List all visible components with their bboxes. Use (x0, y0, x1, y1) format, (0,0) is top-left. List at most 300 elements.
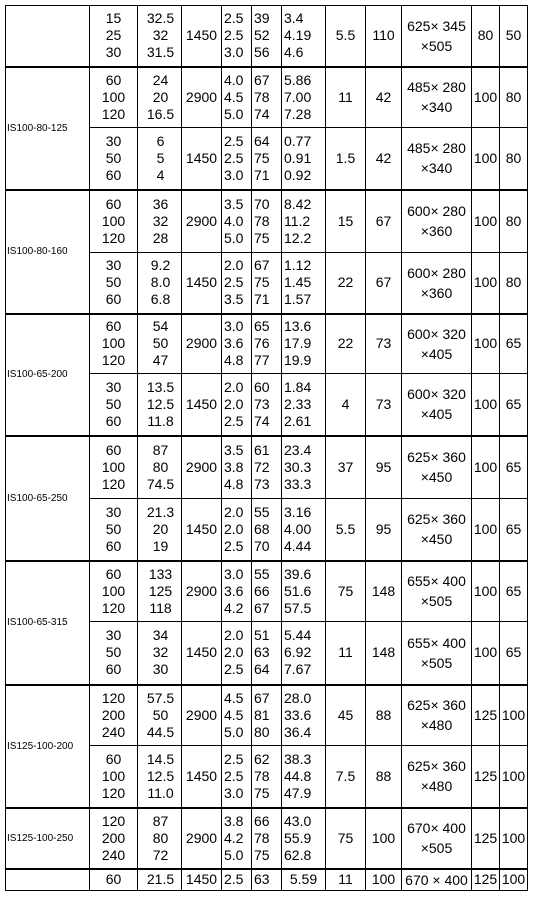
dimension-cell: 655× 400 ×505 (402, 561, 472, 622)
efficiency-cell-value: 78 (254, 829, 270, 846)
shaft-power-cell-value: 2.61 (284, 412, 312, 429)
flow-cell-value: 120 (101, 352, 126, 369)
dimension-cell: 485× 280 ×340 (402, 128, 472, 190)
speed-cell: 1450 (182, 746, 222, 808)
head-cell-value: 133 (148, 565, 173, 582)
flow-cell-value: 15 (105, 10, 122, 27)
motor-power-cell: 5.5 (326, 499, 366, 561)
npsh-cell-value: 5.0 (224, 105, 244, 122)
flow-cell (90, 67, 138, 128)
pump-model: IS100-80-125 (6, 67, 90, 190)
flow-cell (90, 436, 138, 499)
npsh-cell-value: 2.5 (224, 661, 244, 678)
efficiency-cell-value: 55 (254, 565, 270, 582)
shaft-power-cell-value: 36.4 (284, 723, 312, 740)
npsh-cell-value: 2.0 (224, 627, 244, 644)
npsh-cell-value: 3.0 (224, 44, 244, 61)
weight-cell: 67 (366, 190, 402, 253)
efficiency-cell (252, 128, 282, 190)
flow-cell (90, 374, 138, 436)
dimension-cell: 655× 400 ×505 (402, 622, 472, 685)
shaft-power-cell (282, 436, 326, 499)
npsh-cell (222, 128, 252, 190)
head-cell-value: 36 (152, 195, 169, 212)
table-row (6, 869, 528, 891)
flow-cell (90, 808, 138, 869)
shaft-power-cell-value: 33.6 (284, 706, 312, 723)
npsh-cell-value: 2.0 (224, 503, 244, 520)
shaft-power-cell-value: 38.3 (284, 750, 312, 767)
flow-cell-value: 30 (105, 44, 122, 61)
flow-cell (90, 6, 138, 67)
head-cell-value: 50 (152, 335, 169, 352)
head-cell-value: 54 (152, 318, 169, 335)
head-cell (138, 253, 182, 314)
motor-power-cell: 11 (326, 622, 366, 685)
speed-cell: 2900 (182, 808, 222, 869)
flow-cell-value: 30 (105, 627, 122, 644)
motor-power-cell: 22 (326, 314, 366, 374)
head-cell-value: 19 (152, 537, 169, 554)
shaft-power-cell-value: 51.6 (284, 582, 312, 599)
weight-cell: 95 (366, 499, 402, 561)
flow-cell-value: 120 (101, 784, 126, 801)
shaft-power-cell-value: 19.9 (284, 352, 312, 369)
head-cell-value: 32 (152, 644, 169, 661)
flow-cell-value: 120 (101, 475, 126, 492)
efficiency-cell-value: 51 (254, 627, 270, 644)
efficiency-cell-value: 75 (254, 149, 270, 166)
head-cell (138, 685, 182, 746)
head-cell (138, 6, 182, 67)
speed-cell: 1450 (182, 499, 222, 561)
motor-power-cell: 1.5 (326, 128, 366, 190)
npsh-cell-value: 3.0 (224, 166, 244, 183)
npsh-cell-value: 2.5 (224, 767, 244, 784)
motor-power-cell: 5.5 (326, 6, 366, 67)
head-cell-value: 87 (152, 441, 169, 458)
efficiency-cell (252, 561, 282, 622)
npsh-cell (222, 499, 252, 561)
flow-cell-value: 100 (101, 335, 126, 352)
npsh-cell-value: 3.0 (224, 784, 244, 801)
head-cell-value: 11.0 (147, 784, 174, 801)
efficiency-cell-value: 64 (254, 661, 270, 678)
efficiency-cell-value: 81 (254, 706, 270, 723)
head-cell-value: 4 (156, 166, 165, 183)
flow-cell-value: 240 (101, 723, 126, 740)
outlet-cell: 100 (500, 808, 528, 869)
efficiency-cell-value: 55 (254, 503, 270, 520)
speed-cell: 1450 (182, 622, 222, 685)
flow-cell-value: 60 (105, 537, 122, 554)
flow-cell (90, 314, 138, 374)
head-cell-value: 9.2 (150, 257, 171, 274)
inlet-cell: 125 (472, 869, 500, 891)
flow-cell-value: 200 (101, 829, 126, 846)
efficiency-cell-value: 73 (254, 395, 270, 412)
flow-cell-value: 100 (101, 458, 126, 475)
head-cell (138, 746, 182, 808)
flow-cell-value: 100 (101, 582, 126, 599)
npsh-cell (222, 253, 252, 314)
flow-cell-value: 60 (105, 166, 122, 183)
shaft-power-cell-value: 39.6 (284, 565, 312, 582)
shaft-power-cell: 5.59 (282, 869, 326, 891)
npsh-cell-value: 4.0 (224, 71, 244, 88)
npsh-cell-value: 2.0 (224, 257, 244, 274)
head-cell-value: 87 (152, 812, 169, 829)
inlet-cell: 125 (472, 685, 500, 746)
inlet-cell: 100 (472, 253, 500, 314)
efficiency-cell-value: 61 (254, 441, 270, 458)
shaft-power-cell-value: 44.8 (284, 767, 312, 784)
head-cell (138, 314, 182, 374)
inlet-cell: 125 (472, 808, 500, 869)
flow-cell (90, 190, 138, 253)
pump-model (6, 869, 90, 891)
flow-cell-value: 100 (101, 88, 126, 105)
flow-cell-value: 60 (105, 318, 122, 335)
shaft-power-cell-value: 5.86 (284, 71, 312, 88)
efficiency-cell-value: 63 (254, 644, 270, 661)
flow-cell-value: 30 (105, 257, 122, 274)
flow-cell-value: 50 (105, 520, 122, 537)
efficiency-cell-value: 71 (254, 291, 270, 308)
npsh-cell-value: 4.2 (224, 829, 244, 846)
efficiency-cell (252, 67, 282, 128)
shaft-power-cell (282, 561, 326, 622)
shaft-power-cell (282, 622, 326, 685)
efficiency-cell-value: 74 (254, 105, 270, 122)
efficiency-cell-value: 68 (254, 520, 270, 537)
speed-cell: 1450 (182, 6, 222, 67)
motor-power-cell: 75 (326, 561, 366, 622)
flow-cell-value: 120 (101, 105, 126, 122)
flow-cell (90, 499, 138, 561)
shaft-power-cell-value: 47.9 (284, 784, 312, 801)
npsh-cell (222, 622, 252, 685)
shaft-power-cell-value: 1.45 (284, 274, 312, 291)
shaft-power-cell-value: 7.00 (284, 88, 312, 105)
head-cell (138, 128, 182, 190)
flow-cell-value: 50 (105, 149, 122, 166)
efficiency-cell-value: 78 (254, 212, 270, 229)
weight-cell: 67 (366, 253, 402, 314)
weight-cell: 88 (366, 746, 402, 808)
inlet-cell: 100 (472, 374, 500, 436)
head-cell-value: 72 (152, 846, 169, 863)
shaft-power-cell-value: 3.4 (284, 10, 304, 27)
shaft-power-cell (282, 67, 326, 128)
efficiency-cell-value: 77 (254, 352, 270, 369)
npsh-cell-value: 5.0 (224, 723, 244, 740)
head-cell (138, 808, 182, 869)
head-cell-value: 125 (148, 582, 173, 599)
table-row (6, 685, 528, 746)
shaft-power-cell-value: 0.77 (284, 132, 312, 149)
npsh-cell: 2.5 (222, 869, 252, 891)
head-cell: 21.5 (138, 869, 182, 891)
motor-power-cell: 45 (326, 685, 366, 746)
inlet-cell: 80 (472, 6, 500, 67)
npsh-cell (222, 436, 252, 499)
head-cell-value: 12.5 (146, 767, 175, 784)
shaft-power-cell-value: 13.6 (284, 318, 312, 335)
shaft-power-cell-value: 43.0 (284, 812, 312, 829)
outlet-cell: 65 (500, 622, 528, 685)
motor-power-cell: 37 (326, 436, 366, 499)
head-cell (138, 190, 182, 253)
npsh-cell-value: 4.8 (224, 475, 244, 492)
npsh-cell (222, 808, 252, 869)
efficiency-cell-value: 75 (254, 229, 270, 246)
inlet-cell: 100 (472, 128, 500, 190)
head-cell-value: 30 (152, 661, 169, 678)
npsh-cell-value: 2.5 (224, 132, 244, 149)
head-cell-value: 47 (152, 352, 169, 369)
speed-cell: 2900 (182, 314, 222, 374)
npsh-cell-value: 2.5 (224, 10, 244, 27)
weight-cell: 148 (366, 622, 402, 685)
speed-cell: 2900 (182, 436, 222, 499)
shaft-power-cell-value: 4.19 (284, 27, 312, 44)
dimension-cell: 600× 280 ×360 (402, 253, 472, 314)
dimension-cell: 625× 345 ×505 (402, 6, 472, 67)
efficiency-cell-value: 80 (254, 723, 270, 740)
head-cell (138, 622, 182, 685)
shaft-power-cell (282, 190, 326, 253)
outlet-cell: 65 (500, 561, 528, 622)
shaft-power-cell-value: 11.2 (284, 212, 311, 229)
table-row (6, 436, 528, 499)
flow-cell-value: 100 (101, 767, 126, 784)
flow-cell: 60 (90, 869, 138, 891)
outlet-cell: 80 (500, 67, 528, 128)
dimension-cell: 485× 280 ×340 (402, 67, 472, 128)
weight-cell: 100 (366, 808, 402, 869)
weight-cell: 42 (366, 67, 402, 128)
head-cell-value: 74.5 (146, 475, 175, 492)
flow-cell (90, 128, 138, 190)
inlet-cell: 100 (472, 622, 500, 685)
head-cell-value: 21.3 (146, 503, 175, 520)
weight-cell: 100 (366, 869, 402, 891)
flow-cell (90, 685, 138, 746)
flow-cell-value: 120 (101, 599, 126, 616)
npsh-cell (222, 746, 252, 808)
shaft-power-cell-value: 4.6 (284, 44, 304, 61)
flow-cell (90, 622, 138, 685)
outlet-cell: 80 (500, 128, 528, 190)
npsh-cell-value: 2.5 (224, 750, 244, 767)
speed-cell: 1450 (182, 128, 222, 190)
speed-cell: 2900 (182, 685, 222, 746)
npsh-cell-value: 2.0 (224, 520, 244, 537)
npsh-cell-value: 3.8 (224, 812, 244, 829)
flow-cell-value: 120 (101, 229, 126, 246)
shaft-power-cell-value: 5.44 (284, 627, 312, 644)
npsh-cell-value: 3.6 (224, 335, 244, 352)
shaft-power-cell-value: 30.3 (284, 458, 312, 475)
inlet-cell: 100 (472, 561, 500, 622)
shaft-power-cell-value: 6.92 (284, 644, 312, 661)
npsh-cell-value: 4.5 (224, 706, 244, 723)
head-cell-value: 12.5 (146, 395, 175, 412)
shaft-power-cell-value: 7.67 (284, 661, 312, 678)
shaft-power-cell-value: 12.2 (284, 229, 312, 246)
npsh-cell (222, 314, 252, 374)
inlet-cell: 100 (472, 436, 500, 499)
head-cell (138, 374, 182, 436)
outlet-cell: 65 (500, 436, 528, 499)
npsh-cell-value: 3.5 (224, 441, 244, 458)
table-row (6, 808, 528, 869)
efficiency-cell-value: 65 (254, 318, 270, 335)
flow-cell-value: 60 (105, 441, 122, 458)
npsh-cell-value: 2.5 (224, 274, 244, 291)
npsh-cell-value: 4.2 (224, 599, 244, 616)
head-cell-value: 80 (152, 829, 169, 846)
efficiency-cell-value: 70 (254, 195, 270, 212)
efficiency-cell (252, 6, 282, 67)
motor-power-cell: 22 (326, 253, 366, 314)
head-cell-value: 32.5 (146, 10, 175, 27)
dimension-cell: 670 × 400 (402, 869, 472, 891)
head-cell-value: 118 (149, 599, 172, 616)
head-cell-value: 44.5 (146, 723, 175, 740)
inlet-cell: 125 (472, 746, 500, 808)
flow-cell-value: 60 (105, 291, 122, 308)
efficiency-cell-value: 74 (254, 412, 270, 429)
shaft-power-cell-value: 55.9 (284, 829, 312, 846)
head-cell-value: 5 (156, 149, 165, 166)
outlet-cell: 50 (500, 6, 528, 67)
npsh-cell-value: 2.0 (224, 395, 244, 412)
flow-cell-value: 60 (105, 565, 122, 582)
dimension-cell: 600× 280 ×360 (402, 190, 472, 253)
efficiency-cell-value: 64 (254, 132, 270, 149)
efficiency-cell-value: 75 (254, 846, 270, 863)
inlet-cell: 100 (472, 314, 500, 374)
shaft-power-cell-value: 1.57 (284, 291, 312, 308)
efficiency-cell-value: 75 (254, 784, 270, 801)
shaft-power-cell (282, 374, 326, 436)
flow-cell-value: 60 (105, 661, 122, 678)
head-cell-value: 6.8 (150, 291, 171, 308)
shaft-power-cell-value: 7.28 (284, 105, 312, 122)
table-row (6, 190, 528, 253)
head-cell-value: 80 (152, 458, 169, 475)
npsh-cell (222, 561, 252, 622)
npsh-cell-value: 3.5 (224, 195, 244, 212)
pump-spec-table (5, 5, 528, 891)
motor-power-cell: 7.5 (326, 746, 366, 808)
head-cell-value: 32 (152, 212, 169, 229)
speed-cell: 1450 (182, 869, 222, 891)
efficiency-cell-value: 72 (254, 458, 270, 475)
efficiency-cell-value: 76 (254, 335, 270, 352)
flow-cell-value: 50 (105, 395, 122, 412)
head-cell-value: 24 (152, 71, 169, 88)
efficiency-cell (252, 622, 282, 685)
head-cell-value: 34 (152, 627, 169, 644)
motor-power-cell: 4 (326, 374, 366, 436)
shaft-power-cell-value: 23.4 (284, 441, 312, 458)
efficiency-cell (252, 190, 282, 253)
flow-cell-value: 100 (101, 212, 126, 229)
npsh-cell-value: 5.0 (224, 229, 244, 246)
head-cell (138, 561, 182, 622)
efficiency-cell (252, 436, 282, 499)
efficiency-cell-value: 39 (254, 10, 270, 27)
dimension-cell: 625× 360 ×480 (402, 685, 472, 746)
flow-cell (90, 561, 138, 622)
weight-cell: 42 (366, 128, 402, 190)
efficiency-cell (252, 499, 282, 561)
shaft-power-cell (282, 128, 326, 190)
table-row (6, 314, 528, 374)
npsh-cell (222, 374, 252, 436)
pump-model: IS100-65-250 (6, 436, 90, 561)
weight-cell: 148 (366, 561, 402, 622)
efficiency-cell-value: 75 (254, 274, 270, 291)
speed-cell: 2900 (182, 190, 222, 253)
weight-cell: 73 (366, 374, 402, 436)
pump-model: IS125-100-250 (6, 808, 90, 869)
motor-power-cell: 11 (326, 869, 366, 891)
flow-cell (90, 746, 138, 808)
npsh-cell-value: 4.8 (224, 352, 244, 369)
head-cell-value: 16.5 (146, 105, 175, 122)
efficiency-cell-value: 73 (254, 475, 270, 492)
head-cell-value: 8.0 (150, 274, 171, 291)
head-cell-value: 50 (152, 706, 169, 723)
table-row (6, 6, 528, 67)
flow-cell-value: 200 (101, 706, 126, 723)
shaft-power-cell (282, 685, 326, 746)
shaft-power-cell-value: 33.3 (284, 475, 312, 492)
npsh-cell (222, 685, 252, 746)
speed-cell: 2900 (182, 67, 222, 128)
npsh-cell-value: 2.5 (224, 149, 244, 166)
head-cell-value: 11.8 (147, 412, 174, 429)
flow-cell-value: 120 (101, 812, 126, 829)
shaft-power-cell-value: 62.8 (284, 846, 312, 863)
head-cell-value: 14.5 (146, 750, 175, 767)
outlet-cell: 100 (500, 685, 528, 746)
inlet-cell: 100 (472, 67, 500, 128)
outlet-cell: 65 (500, 499, 528, 561)
npsh-cell-value: 3.0 (224, 565, 244, 582)
npsh-cell-value: 2.0 (224, 378, 244, 395)
efficiency-cell-value: 71 (254, 166, 270, 183)
table-row (6, 67, 528, 128)
efficiency-cell-value: 56 (254, 44, 270, 61)
inlet-cell: 100 (472, 190, 500, 253)
inlet-cell: 100 (472, 499, 500, 561)
outlet-cell: 65 (500, 374, 528, 436)
shaft-power-cell-value: 17.9 (284, 335, 312, 352)
shaft-power-cell (282, 499, 326, 561)
shaft-power-cell-value: 2.33 (284, 395, 312, 412)
efficiency-cell (252, 808, 282, 869)
efficiency-cell-value: 67 (254, 257, 270, 274)
shaft-power-cell (282, 6, 326, 67)
shaft-power-cell-value: 0.92 (284, 166, 312, 183)
dimension-cell: 600× 320 ×405 (402, 314, 472, 374)
shaft-power-cell (282, 808, 326, 869)
